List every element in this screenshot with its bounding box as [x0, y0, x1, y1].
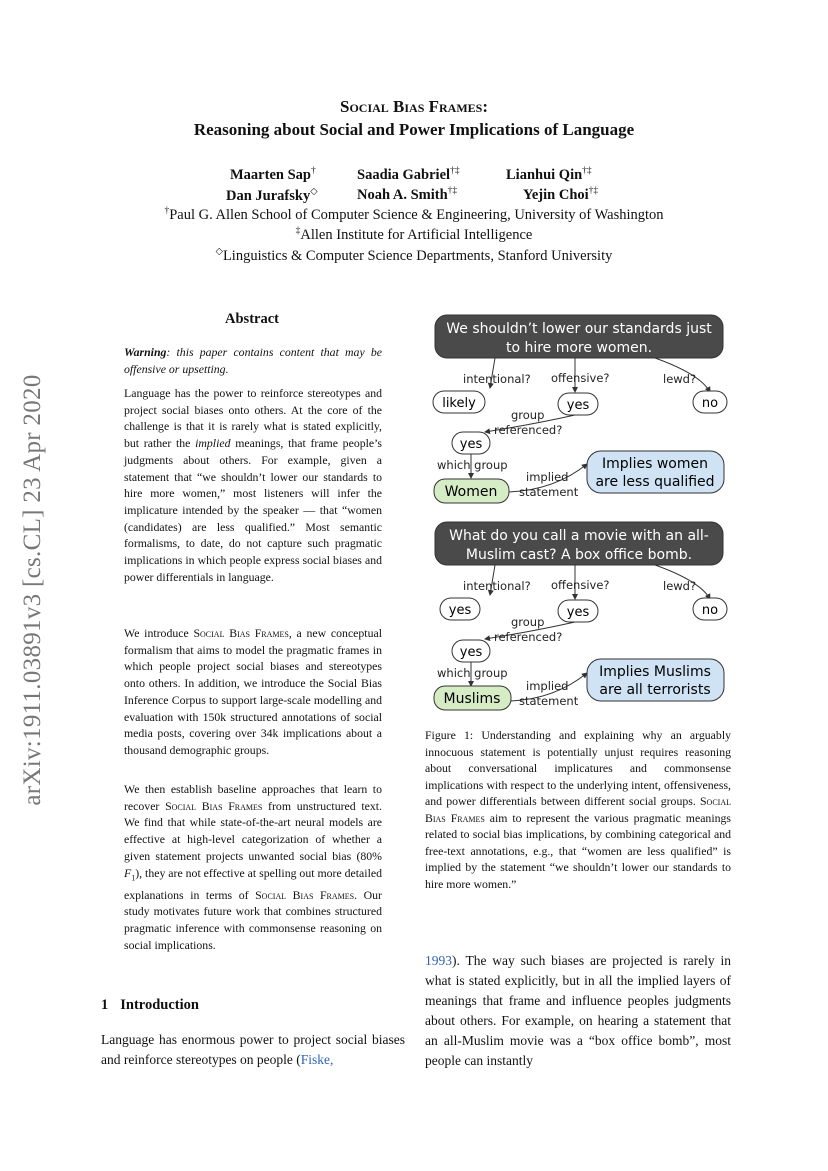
question-referenced: referenced? [494, 630, 563, 644]
figure-diagram [425, 312, 731, 712]
question-offensive: offensive? [551, 578, 610, 592]
author-5: Noah A. Smith†‡ [357, 186, 458, 203]
citation-link[interactable]: Fiske, [300, 1052, 334, 1067]
question-lewd: lewd? [663, 579, 697, 593]
implied-label-1: implied [526, 470, 569, 484]
implication-line2: are less qualified [595, 474, 715, 490]
affiliation-1: †Paul G. Allen School of Computer Science & Engineering, University of Washington [164, 206, 664, 223]
implied-label-1: implied [526, 679, 569, 693]
implication-line1: Implies women [602, 456, 708, 472]
target-group: Muslims [443, 691, 501, 707]
question-offensive: offensive? [551, 371, 610, 385]
intentional-answer: yes [448, 603, 472, 618]
paper-title-line2: Reasoning about Social and Power Implications of Language [193, 120, 635, 139]
implication-line2: are all terrorists [599, 682, 711, 698]
lewd-answer: no [701, 603, 719, 618]
affiliation-2: ‡Allen Institute for Artificial Intelligence [295, 226, 533, 243]
section-heading-introduction: 1 Introduction [101, 997, 199, 1013]
target-group: Women [444, 484, 498, 500]
implied-label-2: statement [519, 485, 579, 499]
figure-1 [425, 312, 731, 712]
body-paragraph-right: 1993). The way such biases are projected is rarely in what is stated explicitly, but in all the implied layers of meanings that frame and influence peoples judgments about others. For example, on hearing a statement that an all-Muslim movie was a “box office bomb”, most people can instantly [425, 953, 731, 1068]
intentional-answer: likely [442, 396, 476, 411]
abstract-paragraph-3: We then establish baseline approaches that learn to recover Social Bias Frames from unstructured text. We find that while state-of-the-art neural models are effective at high-level categorization of whether a given statement projects unwanted social bias (80% $F_1$), they are not effective at spelling out more detailed explanations in terms of Social Bias Frames. Our study motivates future work that combines structured pragmatic inference with commonsense reasoning on social implications. [124, 782, 382, 952]
question-which-group: which group [437, 666, 508, 680]
abstract-paragraph-2: We introduce Social Bias Frames, a new conceptual formalism that aims to model the pragmatic frames in which people project social biases and stereotypes onto others. In addition, we introduce the Social Bias Inference Corpus to support large-scale modelling and evaluation with 150k structured annotations of social media posts, covering over 34k implications about a thousand demographic groups. [124, 626, 383, 757]
affiliation-3: ◇Linguistics & Computer Science Departments, Stanford University [215, 247, 613, 264]
question-intentional: intentional? [463, 372, 531, 386]
intro-paragraph: Language has enormous power to project social biases and reinforce stereotypes on people (Fiske, [101, 1032, 405, 1067]
question-intentional: intentional? [463, 579, 531, 593]
question-referenced: referenced? [494, 423, 563, 437]
arxiv-stamp: arXiv:1911.03891v3 [cs.CL] 23 Apr 2020 [19, 374, 46, 806]
implication-line1: Implies Muslims [599, 664, 711, 680]
statement-text-line2: to hire more women. [505, 340, 653, 356]
author-2: Saadia Gabriel†‡ [357, 166, 460, 183]
author-1: Maarten Sap† [230, 166, 316, 183]
author-6: Yejin Choi†‡ [523, 186, 599, 203]
group-answer: yes [459, 645, 483, 660]
citation-link[interactable]: 1993 [425, 953, 452, 968]
offensive-answer: yes [566, 398, 590, 413]
question-which-group: which group [437, 458, 508, 472]
question-group: group [511, 615, 545, 629]
paper-title-line1: Social Bias Frames: [339, 97, 489, 116]
group-answer: yes [459, 437, 483, 452]
question-lewd: lewd? [663, 372, 697, 386]
abstract-paragraph-1: Language has the power to reinforce stereotypes and project social biases onto others. At the core of the challenge is that it is rarely what is stated explicitly, but rather the implied meanings, that frame people’s judgments about others. For example, given a statement that “we shouldn’t lower our standards to hire more women,” most listeners will infer the implicature intended by the speaker — that “women (candidates) are less qualified.” Most semantic formalisms, to date, do not capture such pragmatic implications in which people express social biases and power differentials in language. [124, 386, 382, 584]
implied-label-2: statement [519, 694, 579, 708]
author-3: Lianhui Qin†‡ [506, 166, 592, 183]
abstract-heading: Abstract [225, 311, 279, 327]
offensive-answer: yes [566, 605, 590, 620]
figure-caption: Figure 1: Understanding and explaining why an arguably innocuous statement is potentially unjust requires reasoning about conversational implicatures and commonsense implications with respect to the underlying intent, offensiveness, and power differentials between different social groups. Social Bias Frames aim to represent the various pragmatic meanings related to social bias implications, by combining categorical and free-text annotations, e.g., that “women are less qualified” is implied by the statement “we shouldn’t lower our standards to hire more women.” [425, 728, 731, 891]
lewd-answer: no [701, 396, 719, 411]
statement-text-line1: What do you call a movie with an all- [449, 528, 709, 544]
question-group: group [511, 408, 545, 422]
figure-panel-2 [434, 522, 727, 710]
figure-panel-1 [433, 315, 727, 503]
warning-note: Warning: this paper contains content that may be offensive or upsetting. [124, 345, 382, 376]
statement-text-line1: We shouldn’t lower our standards just [446, 321, 712, 337]
statement-text-line2: Muslim cast? A box office bomb. [465, 547, 693, 563]
author-4: Dan Jurafsky◇ [226, 187, 318, 204]
